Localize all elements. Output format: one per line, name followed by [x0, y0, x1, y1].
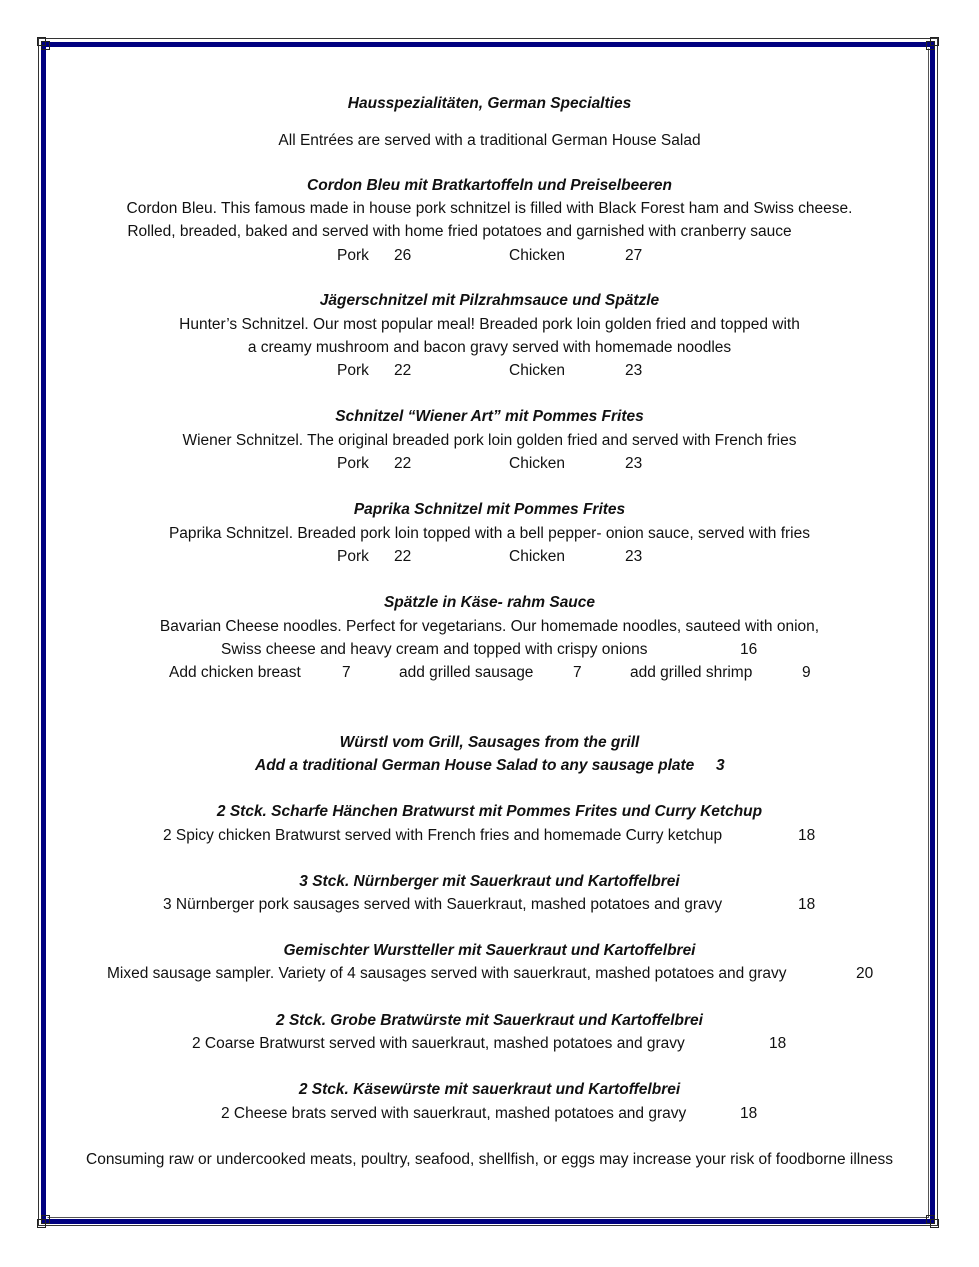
- pork-price: 22: [394, 362, 412, 379]
- menu-item-price: 16: [740, 641, 758, 658]
- sausage-item-desc: 3 Nürnberger pork sausages served with Sauerkraut, mashed potatoes and gravy: [163, 896, 723, 913]
- menu-item-desc: Wiener Schnitzel. The original breaded pork loin golden fried and served with French fries: [182, 432, 797, 449]
- pork-label: Pork: [337, 362, 369, 379]
- pork-price: 22: [394, 548, 412, 565]
- sausage-item-desc: 2 Cheese brats served with sauerkraut, mashed potatoes and gravy: [221, 1105, 687, 1122]
- chicken-label: Chicken: [509, 362, 565, 379]
- chicken-price: 23: [625, 548, 643, 565]
- addon-label: add grilled sausage: [399, 664, 534, 681]
- menu-item-desc: Bavarian Cheese noodles. Perfect for vegetarians. Our homemade noodles, sauteed with onion,: [159, 618, 820, 635]
- chicken-label: Chicken: [509, 548, 565, 565]
- menu-item-desc: Swiss cheese and heavy cream and topped with crispy onions: [221, 641, 648, 658]
- addon-price: 7: [342, 664, 351, 681]
- chicken-price: 23: [625, 362, 643, 379]
- menu-item-title: Jägerschnitzel mit Pilzrahmsauce und Spätzle: [319, 292, 660, 309]
- menu-item-title: Spätzle in Käse- rahm Sauce: [383, 594, 596, 611]
- menu-item-desc: Paprika Schnitzel. Breaded pork loin topped with a bell pepper- onion sauce, served with fries: [168, 525, 811, 542]
- section-subtitle: Add a traditional German House Salad to any sausage plate: [255, 757, 695, 774]
- sausage-item-price: 20: [856, 965, 874, 982]
- menu-item-title: Cordon Bleu mit Bratkartoffeln und Preiselbeeren: [307, 177, 672, 194]
- menu-item-desc: Hunter’s Schnitzel. Our most popular meal! Breaded pork loin golden fried and topped with: [179, 316, 800, 333]
- section-title-sausages: Würstl vom Grill, Sausages from the grill: [339, 734, 640, 751]
- chicken-price: 23: [625, 455, 643, 472]
- addon-label: add grilled shrimp: [630, 664, 753, 681]
- pork-label: Pork: [337, 247, 369, 264]
- sausage-item-title: 2 Stck. Scharfe Hänchen Bratwurst mit Pommes Frites und Curry Ketchup: [216, 803, 763, 820]
- chicken-price: 27: [625, 247, 643, 264]
- food-safety-disclaimer: Consuming raw or undercooked meats, poultry, seafood, shellfish, or eggs may increase your risk of foodborne illness: [86, 1151, 893, 1168]
- corner-ornament-tr-inner: [926, 41, 935, 50]
- corner-ornament-tl-inner: [41, 41, 50, 50]
- pork-price: 26: [394, 247, 412, 264]
- menu-item-title: Paprika Schnitzel mit Pommes Frites: [353, 501, 626, 518]
- chicken-label: Chicken: [509, 455, 565, 472]
- chicken-label: Chicken: [509, 247, 565, 264]
- addon-label: Add chicken breast: [169, 664, 301, 681]
- addon-price: 9: [802, 664, 811, 681]
- pork-price: 22: [394, 455, 412, 472]
- menu-item-desc: Rolled, breaded, baked and served with home fried potatoes and garnished with cranberry sauce: [127, 223, 792, 240]
- addon-price: 7: [573, 664, 582, 681]
- sausage-item-title: 3 Stck. Nürnberger mit Sauerkraut und Kartoffelbrei: [299, 873, 680, 890]
- menu-item-title: Schnitzel “Wiener Art” mit Pommes Frites: [335, 408, 644, 425]
- corner-ornament-br-inner: [926, 1215, 935, 1224]
- sausage-item-desc: 2 Spicy chicken Bratwurst served with French fries and homemade Curry ketchup: [163, 827, 723, 844]
- sausage-item-title: 2 Stck. Grobe Bratwürste mit Sauerkraut und Kartoffelbrei: [276, 1012, 703, 1029]
- sausage-item-price: 18: [740, 1105, 758, 1122]
- menu-item-desc: Cordon Bleu. This famous made in house pork schnitzel is filled with Black Forest ham and Swiss cheese.: [126, 200, 853, 217]
- sausage-item-title: Gemischter Wurstteller mit Sauerkraut und Kartoffelbrei: [283, 942, 696, 959]
- menu-item-desc: a creamy mushroom and bacon gravy served with homemade noodles: [247, 339, 732, 356]
- pork-label: Pork: [337, 548, 369, 565]
- section-title-german-specialties: Hausspezialitäten, German Specialties: [347, 95, 632, 112]
- corner-ornament-bl-inner: [41, 1215, 50, 1224]
- section-subtitle: All Entrées are served with a traditional German House Salad: [278, 132, 701, 149]
- sausage-item-desc: Mixed sausage sampler. Variety of 4 sausages served with sauerkraut, mashed potatoes and gravy: [107, 965, 787, 982]
- salad-addon-price: 3: [716, 757, 725, 774]
- sausage-item-price: 18: [798, 896, 816, 913]
- sausage-item-desc: 2 Coarse Bratwurst served with sauerkraut, mashed potatoes and gravy: [192, 1035, 685, 1052]
- sausage-item-price: 18: [798, 827, 816, 844]
- sausage-item-price: 18: [769, 1035, 787, 1052]
- sausage-item-title: 2 Stck. Käsewürste mit sauerkraut und Kartoffelbrei: [298, 1081, 681, 1098]
- pork-label: Pork: [337, 455, 369, 472]
